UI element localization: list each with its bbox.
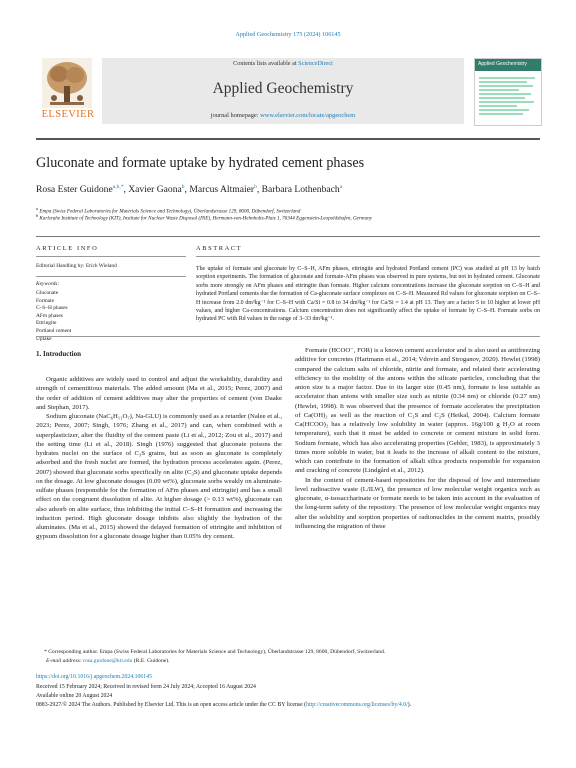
received-dates: Received 15 February 2024; Received in revised form 24 July 2024; Accepted 16 August 2024 xyxy=(36,684,256,690)
body-paragraph: Sodium gluconate (NaC₆H₁₁O₇), Na-GLU) is commonly used as a retarder (Nalee et al., 2023; Perez, 2007; Singh, 1976; Zhang et al., 2017) and can, when combined with a superplasticizer, alter the fluidity of the cement paste (Li et al., 2012; Zou et al., 2017) and the setting time (Li et al., 2018). Singh (1976) suggested that gluconate poisons the hydrates nuclei on the surface of C₃S grains, but as soon as gluconate is completely adsorbed and the fresh nuclei are formed, the hydration process accelerates again. (Perez, 2007) showed that gluconate sorbs specifically on alite (C₃S) and gluconate uptake depends on the dosage. At low gluconate dosages (0.09 wt%), gluconate sorbs weakly on aluminate-sulfate phases (responsible for the formation of AFm phases and ettringite) and has a small effect on the congruent dissolution of alite. At higher dosage (> 0.13 wt%), gluconate can also adsorb on alite surface, thus inhibiting the initial C–S–H formation and increasing the induction period. High gluconate dosage inhibits also slightly the hydration of the aluminates. (Ma et al., 2015) showed the delayed formation of ettringite and inhibition of gypsum dissolution for a gluconate dosage higher than 0.05% dry cement. xyxy=(36,413,282,541)
cover-line xyxy=(479,105,517,107)
cover-line xyxy=(479,97,525,99)
author-name[interactable]: Barbara Lothenbach xyxy=(261,184,340,196)
journal-title[interactable]: Applied Geochemistry xyxy=(212,80,354,97)
journal-citation[interactable]: Applied Geochemistry 175 (2024) 106145 xyxy=(235,31,341,38)
author-separator: , xyxy=(123,184,129,196)
affiliation-text: Empa (Swiss Federal Laboratories for Materials Science and Technology), Überlandstrasse 129, 8600, Dübendorf, Switzerland xyxy=(39,208,301,215)
elsevier-tree-icon xyxy=(42,58,92,108)
elsevier-logo[interactable] xyxy=(36,58,98,122)
copyright-suffix: ). xyxy=(407,702,412,708)
body-paragraph: In the context of cement-based repositories for the disposal of low and intermediate level radioactive waste (L/ILW), the presence of low molecular weight organics such as gluconate, α-isosaccharinate or formate needs to be taken into account in the evaluation of the long-term safety of the repository. The presence of low molecular weight organics may alter the solubility and sorption properties of radionuclides in the cement matrix, possibly influencing the migration of these xyxy=(295,476,540,530)
keyword: Uptake xyxy=(36,335,52,342)
contents-line xyxy=(102,60,464,67)
email-label: E-mail address: xyxy=(46,658,84,664)
body-column-right xyxy=(295,346,540,531)
keyword: C–S–H phases xyxy=(36,305,68,312)
keyword: Ettringite xyxy=(36,320,57,327)
keyword: Formate xyxy=(36,297,54,304)
cover-line xyxy=(479,101,534,103)
affiliation-b xyxy=(36,213,372,222)
cover-title: Applied Geochemistry xyxy=(478,61,527,67)
introduction-heading: 1. Introduction xyxy=(36,350,81,358)
body-paragraph: Formate (HCOO⁻, FOR) is a known cement accelerator and is also used as antifreezing additive for concretes (Hartmann et al., 2014; Vdovin and Stroganov, 2020). Hewlet (1998) compared the calcium salts of chloride, nitrite and formate, and related their accelerating efficiency to the mobility of the anions within the silicate particles, concluding that the anion size is a major factor. Due to its larger size (0.45 nm), formate is less suitable as accelerator than anions with smaller size such as nitrite (0.34 nm) or chloride (0.27 nm) (Hewlet, 1998). It was observed that the presence of formate accelerates the precipitation of Ca(OH)₂ as well as the reaction of C₃S and C₂S (Heikal, 2004). Calcium formate Ca(HCOO)₂ has a relatively low solubility in water (approx. 16g/100 g H₂O at room temperature), such that it must be added to concrete or cement mixture in solid form. Sodium formate, which has also accelerating properties (Gebler, 1983), is approximately 3 times more soluble in water, but it leads to the increase of alkali content to the mixture, which can contribute to the formation of alkali silica products responsible for expansion and cracking of concrete (Lindgård et al., 2012). xyxy=(295,347,540,475)
author-affiliation-marker[interactable]: b xyxy=(181,184,185,190)
author-affiliation-marker[interactable]: a xyxy=(339,184,343,190)
sciencedirect-link[interactable]: ScienceDirect xyxy=(298,60,333,67)
header-divider xyxy=(36,138,540,140)
corresponding-author-note: * Corresponding author. Empa (Swiss Federal Laboratories for Materials Science and Technology), Überlandstrasse 129, 8600, Dübendorf, Switzerland. xyxy=(44,649,386,655)
cover-line xyxy=(479,113,523,115)
body-paragraph: Organic additives are widely used to control and adjust the workability, durability and strength of cementitious materials. The added amount (Ma et al., 2015; Perez, 2007) and the order of addition of cement additives may alter the properties of cement (von Daake and Stephan, 2017). xyxy=(36,376,282,411)
article-info-heading: ARTICLE INFO xyxy=(36,245,99,252)
keyword: Gluconate xyxy=(36,290,59,296)
keyword: Portland cement xyxy=(36,327,72,334)
keyword: AFm phases xyxy=(36,312,63,319)
author-separator: , xyxy=(184,184,190,196)
abstract-divider xyxy=(196,256,540,257)
author-separator: , xyxy=(256,184,262,196)
keywords-divider xyxy=(36,276,186,277)
author-affiliation-marker[interactable]: b xyxy=(254,184,257,190)
license-link[interactable]: http://creativecommons.org/licenses/by/4.0/ xyxy=(306,702,408,708)
journal-header xyxy=(36,58,540,130)
available-online: Available online 20 August 2024 xyxy=(36,693,113,699)
author-name[interactable]: Xavier Gaona xyxy=(128,184,182,196)
keywords-heading: Keywords: xyxy=(36,281,60,287)
homepage-link[interactable]: www.elsevier.com/locate/apgeochem xyxy=(260,112,356,119)
author-name[interactable]: Rosa Ester Guidone xyxy=(36,184,113,196)
article-title: Gluconate and formate uptake by hydrated cement phases xyxy=(36,155,365,171)
contents-prefix: Contents lists available at xyxy=(233,60,299,67)
affiliation-label: a xyxy=(36,206,39,211)
copyright-line xyxy=(36,702,411,708)
body-divider xyxy=(36,336,540,337)
cover-line xyxy=(479,77,535,79)
author-affiliation-marker[interactable]: a,b,* xyxy=(112,184,124,190)
journal-banner xyxy=(102,58,464,124)
cover-line xyxy=(479,85,533,87)
section-divider xyxy=(36,236,540,237)
doi-link[interactable]: https://doi.org/10.1016/j.apgeochem.2024.106145 xyxy=(36,674,152,680)
body-column-left xyxy=(36,375,282,542)
abstract-heading: ABSTRACT xyxy=(196,245,243,252)
abstract-text: The uptake of formate and gluconate by C–S–H, AFm phases, ettringite and hydrated Portland cement (PC) was studied at pH 13 by batch sorption experiments. The formation of gluconate and formate-AFm phases was observed in pure systems, but not in hydrated cement. Gluconate sorbs more strongly on AFm phases and ettringite than formate. Higher calcium concentrations increase the gluconate sorption on C–S–H and hydrated Portland cements due the formation of Ca-gluconate surface complexes on C–S–H. Measured Rd values for gluconate sorption on C–S–H increase from 2.0 dm³kg⁻¹ for C–S–H with Ca/Si = 0.8 to 34 dm³kg⁻¹ for Ca/Si = 1.4 at pH 13. They are a factor 5 to 10 higher at lower pH values, and higher Ca-concentrations. Calcium concentration does not significantly affect the uptake of formate by C–S–H. Formate sorbs on hydrated PC with Rd values in the range of 3–33 dm³kg⁻¹. xyxy=(196,266,540,323)
elsevier-wordmark: ELSEVIER xyxy=(41,109,95,120)
article-info-divider xyxy=(36,256,186,257)
email-suffix: (R.E. Guidone). xyxy=(132,658,170,664)
editorial-handling: Editorial Handling by: Erich Wieland xyxy=(36,263,117,269)
journal-cover-thumbnail[interactable] xyxy=(474,58,542,126)
affiliation-label: b xyxy=(36,213,39,218)
email-line xyxy=(46,658,170,664)
author-name[interactable]: Marcus Altmaier xyxy=(189,184,255,196)
author-list xyxy=(36,184,342,195)
email-link[interactable]: rosa.guidone@kit.edu xyxy=(83,658,133,664)
cover-line xyxy=(479,93,531,95)
copyright-text: 0883-2927/© 2024 The Authors. Published by Elsevier Ltd. This is an open access article under the CC BY license ( xyxy=(36,702,307,708)
cover-line xyxy=(479,89,519,91)
cover-line xyxy=(479,81,527,83)
cover-line xyxy=(479,109,529,111)
affiliation-text: Karlsruhe Institute of Technology (KIT), Institute for Nuclear Waste Disposal (INE), Hermann-von-Helmholtz-Platz 1, 76344 Eggenstein-Leopoldshafen, Germany xyxy=(39,215,372,222)
homepage-line xyxy=(102,112,464,119)
homepage-label: journal homepage: xyxy=(210,112,261,119)
